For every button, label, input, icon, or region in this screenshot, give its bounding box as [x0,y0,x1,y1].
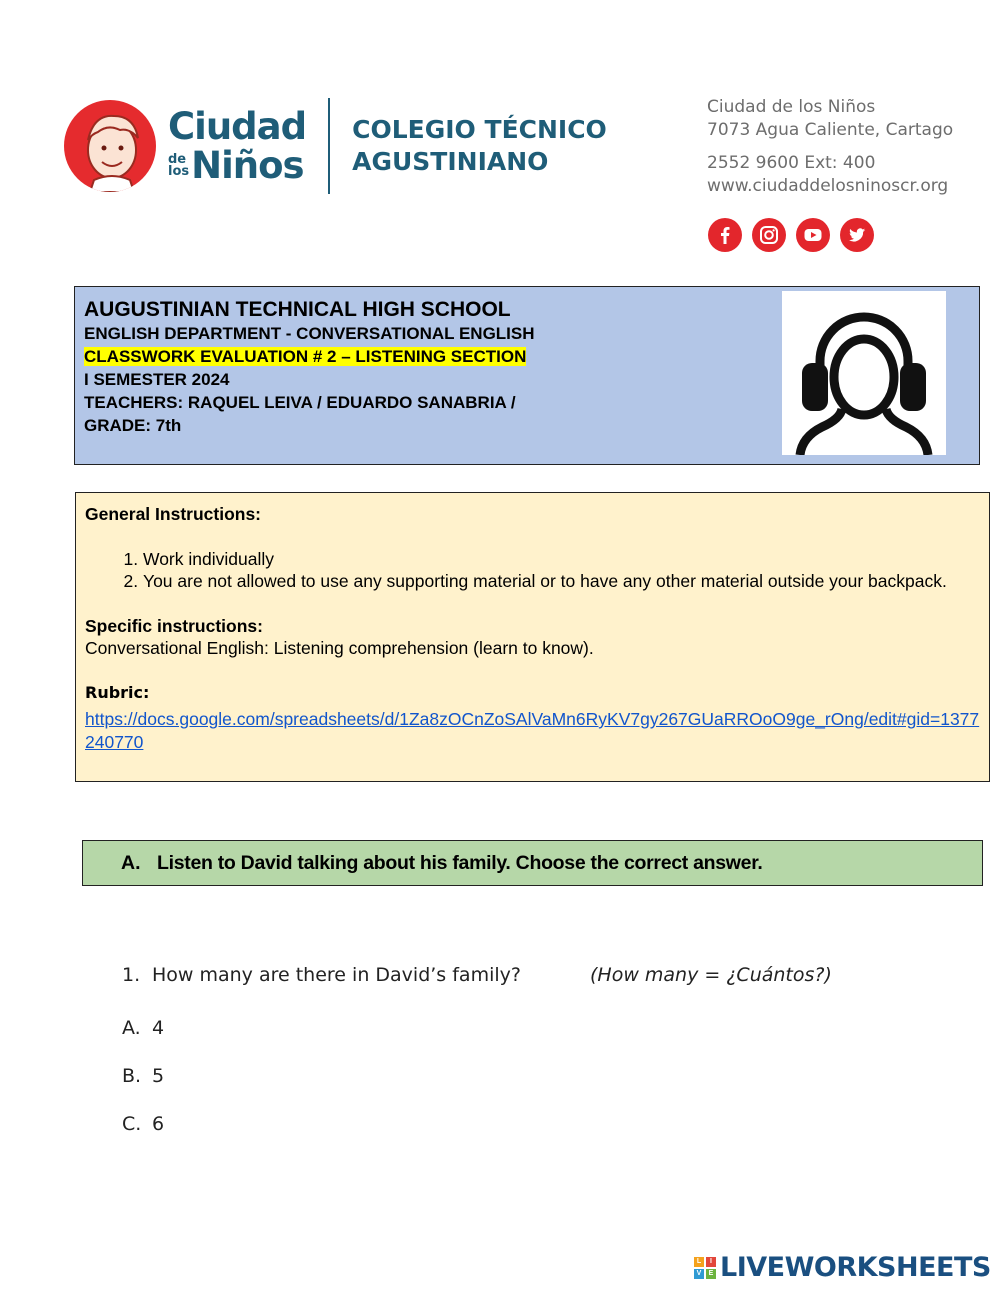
twitter-icon[interactable] [840,218,874,252]
answer-option-c[interactable] [122,1113,164,1135]
section-instruction: Listen to David talking about his family. Choose the correct answer. [157,851,763,874]
option-letter: B. [122,1065,142,1087]
option-value: 4 [152,1017,165,1039]
option-value: 5 [152,1065,165,1087]
brand-line1: Ciudad [168,105,307,148]
boy-logo-icon [64,100,156,192]
contact-website[interactable]: www.ciudaddelosninoscr.org [707,176,949,196]
general-instructions-heading: General Instructions: [85,504,262,524]
liveworksheets-logo[interactable] [694,1252,991,1283]
contact-address: 7073 Agua Caliente, Cartago [707,120,954,140]
colegio-line2: AGUSTINIANO [352,147,549,176]
rubric-link[interactable]: https://docs.google.com/spreadsheets/d/1Za8zOCnZoSAlVaMn6RyKV7gy267GUaRROoO9ge_rOng/edit#gid=1377240770 [85,709,980,752]
rubric-heading: Rubric: [85,682,150,702]
brand-de: de [168,151,187,167]
contact-name: Ciudad de los Niños [707,97,876,117]
answer-option-a[interactable] [122,1017,164,1039]
brand-line2: Niños [191,144,304,187]
section-letter: A. [121,851,141,874]
social-icons [708,218,874,252]
question-note: (How many = ¿Cuántos?) [590,964,832,986]
liveworksheets-text: LIVEWORKSHEETS [720,1252,991,1283]
colegio-name [352,114,607,178]
list-item: 1. Work individually [143,548,980,571]
block-l: L [694,1257,704,1267]
question-text: How many are there in David’s family? [152,964,521,986]
option-letter: C. [122,1113,142,1135]
school-name: AUGUSTINIAN TECHNICAL HIGH SCHOOL [84,298,511,321]
department: ENGLISH DEPARTMENT - CONVERSATIONAL ENGLISH [84,324,535,343]
grade: GRADE: 7th [84,416,182,435]
colegio-line1: COLEGIO TÉCNICO [352,115,607,144]
option-letter: A. [122,1017,141,1039]
teachers: TEACHERS: RAQUEL LEIVA / EDUARDO SANABRIA / [84,393,516,412]
brand-name [168,105,307,187]
school-logo [64,96,607,196]
answer-option-b[interactable] [122,1065,164,1087]
specific-instructions-text: Conversational English: Listening comprehension (learn to know). [85,638,594,658]
evaluation-title: CLASSWORK EVALUATION # 2 – LISTENING SECTION [84,347,527,366]
contact-info [707,96,953,198]
title-box [74,286,980,465]
section-a-header [82,840,983,886]
block-v: V [694,1269,704,1279]
list-item: 2. You are not allowed to use any supporting material or to have any other material outside your backpack. [143,570,980,593]
youtube-icon[interactable] [796,218,830,252]
logo-divider [328,98,330,194]
contact-phone: 2552 9600 Ext: 400 [707,153,876,173]
option-value: 6 [152,1113,165,1135]
specific-instructions-heading: Specific instructions: [85,615,263,636]
title-text [84,297,535,437]
question-number: 1. [122,964,141,986]
liveworksheets-blocks-icon [694,1257,716,1279]
instructions-box [75,492,990,782]
general-instructions-list [85,548,980,593]
question-1 [122,964,832,986]
semester: I SEMESTER 2024 [84,370,230,389]
block-i: I [706,1257,716,1267]
instagram-icon[interactable] [752,218,786,252]
facebook-icon[interactable] [708,218,742,252]
brand-los: los [168,163,190,179]
block-e: E [706,1269,716,1279]
headphones-person-icon [782,291,946,455]
